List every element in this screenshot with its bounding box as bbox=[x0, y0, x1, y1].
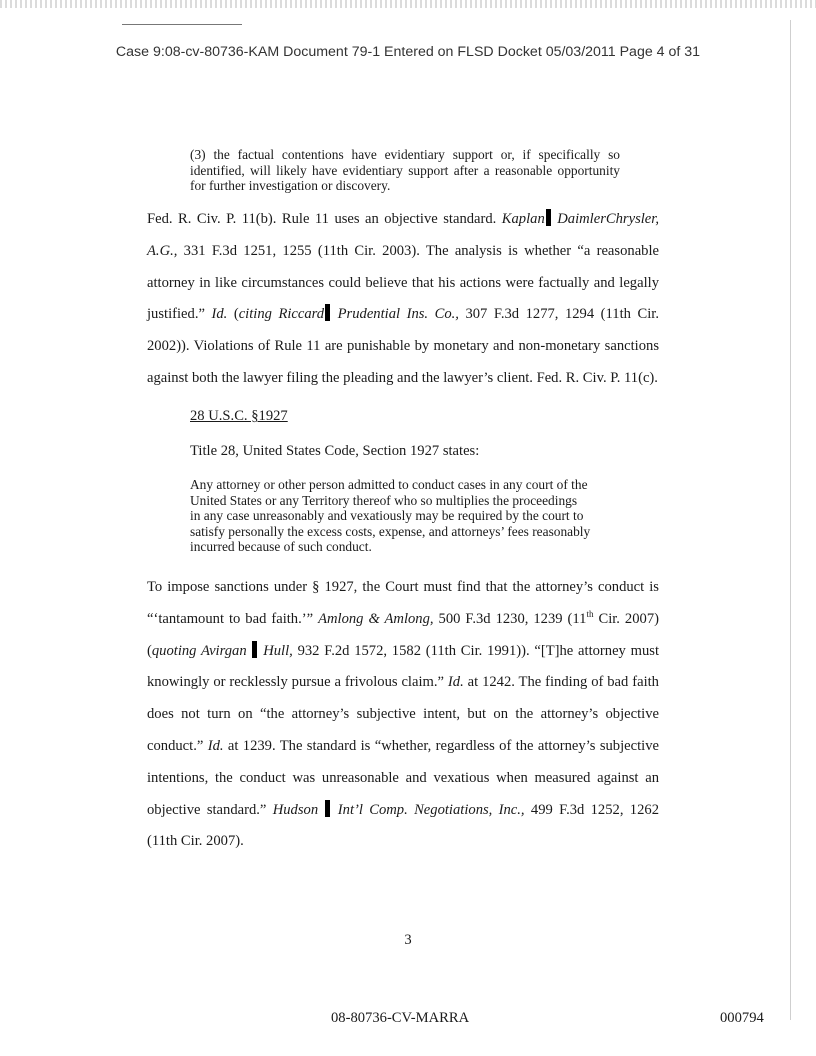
para1-text-1: Fed. R. Civ. P. 11(b). Rule 11 uses an objective standard. bbox=[147, 211, 502, 227]
id-citation: Id. bbox=[211, 306, 228, 323]
statute-line: Any attorney or other person admitted to conduct cases in any court of the bbox=[190, 477, 588, 492]
statute-line: United States or any Territory thereof who so multiplies the proceedings bbox=[190, 492, 578, 508]
case-intl-comp: Int’l Comp. Negotiations, Inc., bbox=[337, 801, 525, 818]
section-heading: 28 U.S.C. §1927 bbox=[190, 408, 288, 424]
scan-margin-artifact bbox=[790, 20, 791, 1020]
rule-11-quote: (3) the factual contentions have evidentiary support or, if specifically so identified, will likely have evidentiary support after a reasonable opportunity for further investigation or discovery. bbox=[190, 147, 620, 194]
para2-text-6: at 1239. The standard is “whether, regardless of the attorney’s subjective intentions, the conduct was unreasonable and vexatious when measured against an objective standard.” bbox=[147, 737, 659, 818]
page-number: 3 bbox=[404, 932, 412, 948]
para2-text-2: 500 F.3d 1230, 1239 (11 bbox=[433, 610, 587, 627]
statute-line: in any case unreasonably and vexatiously may be required by the court to bbox=[190, 508, 584, 524]
para1-text-3: ( bbox=[227, 306, 239, 323]
rule-11-paragraph bbox=[147, 204, 659, 395]
para2-text-3: Cir. 2007) ( bbox=[147, 610, 659, 659]
case-hull: Hull, bbox=[263, 642, 293, 659]
quoting-avirgan: quoting Avirgan bbox=[151, 642, 247, 659]
case-kaplan: Kaplan bbox=[501, 211, 545, 227]
redaction-mark bbox=[252, 641, 257, 658]
para2-text-4: 932 F.2d 1572, 1582 (11th Cir. 1991)). “[T]he attorney must knowingly or recklessly pursue a frivolous claim.” bbox=[147, 642, 660, 691]
ordinal-suffix: th bbox=[586, 608, 594, 619]
court-filing-stamp: Case 9:08-cv-80736-KAM Document 79-1 Entered on FLSD Docket 05/03/2011 Page 4 of 31 bbox=[115, 44, 701, 60]
para1-text-4: 307 F.3d 1277, 1294 (11th Cir. 2002)). Violations of Rule 11 are punishable by monetary and non-monetary sanctions against both the lawyer filing the pleading and the lawyer’s client. Fed. R. Civ. P. 11(c). bbox=[147, 306, 659, 386]
section-1927-paragraph bbox=[147, 572, 659, 858]
footer-bates-number: 000794 bbox=[720, 1010, 764, 1026]
statute-intro: Title 28, United States Code, Section 1927 states: bbox=[190, 443, 480, 459]
statute-line: incurred because of such conduct. bbox=[190, 539, 372, 555]
statute-quote bbox=[190, 477, 620, 555]
redaction-mark bbox=[546, 209, 551, 226]
para2-text-1: To impose sanctions under § 1927, the Court must find that the attorney’s conduct is “‘tantamount to bad faith.’” bbox=[147, 579, 659, 627]
citing-riccard: citing Riccard bbox=[238, 306, 325, 323]
para2-text-5: at 1242. The finding of bad faith does not turn on “the attorney’s subjective intent, but on the attorney’s objective conduct.” bbox=[147, 674, 659, 754]
scan-edge-artifact bbox=[0, 0, 816, 8]
case-hudson: Hudson bbox=[272, 801, 319, 818]
para2-text-7: 499 F.3d 1252, 1262 (11th Cir. 2007). bbox=[147, 801, 659, 850]
statute-line: satisfy personally the excess costs, expense, and attorneys’ fees reasonably bbox=[190, 523, 591, 539]
id-citation: Id. bbox=[447, 674, 464, 691]
scan-rule-artifact bbox=[122, 24, 242, 25]
case-amlong: Amlong & Amlong, bbox=[318, 610, 434, 627]
para1-text-2: 331 F.3d 1251, 1255 (11th Cir. 2003). The analysis is whether “a reasonable attorney in like circumstances could believe that his actions were factually and legally justified.” bbox=[147, 242, 659, 323]
redaction-mark bbox=[325, 800, 330, 817]
footer-case-number: 08-80736-CV-MARRA bbox=[331, 1010, 470, 1026]
redaction-mark bbox=[325, 304, 330, 321]
id-citation: Id. bbox=[207, 737, 224, 754]
case-prudential: Prudential Ins. Co., bbox=[337, 306, 459, 323]
case-daimlerchrysler: DaimlerChrysler, A.G., bbox=[147, 211, 659, 259]
